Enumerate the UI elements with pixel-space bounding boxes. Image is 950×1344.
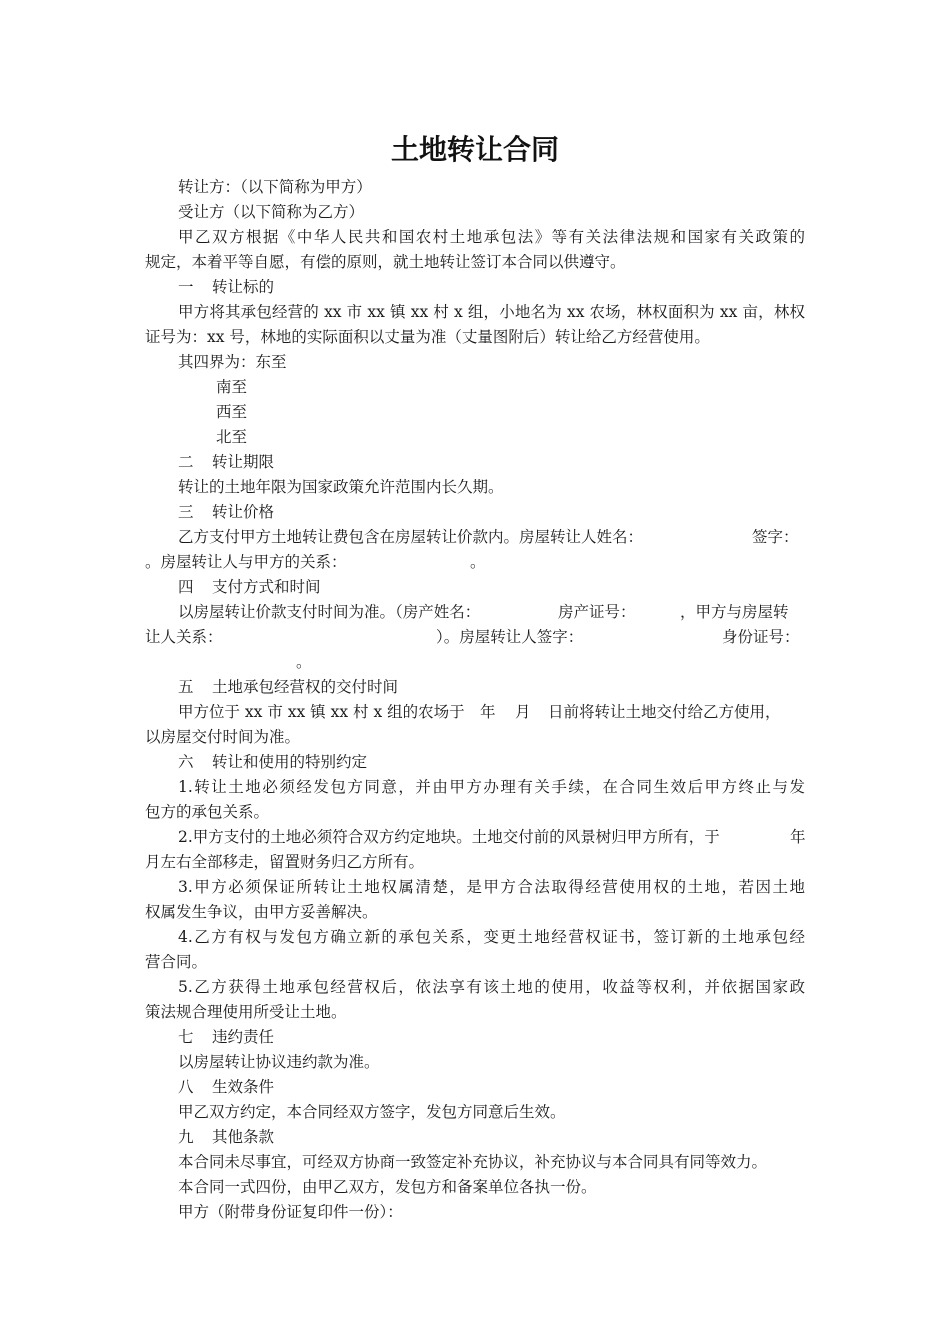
boundary-west: 西至 <box>216 403 248 421</box>
section-5-line-1a: 甲方位于 xx 市 xx 镇 xx 村 x 组的农场于 <box>178 703 465 721</box>
preamble-line-2: 规定，本着平等自愿，有偿的原则，就土地转让签订本合同以供遵守。 <box>145 253 626 271</box>
section-title: 转让价格 <box>212 503 275 521</box>
party-a-signature-line: 甲方（附带身份证复印件一份）： <box>178 1203 403 1221</box>
section-1-line-1: 甲方将其承包经营的 xx 市 xx 镇 xx 村 x 组，小地名为 xx 农场，林权面积为 xx 亩，林权 <box>178 303 805 321</box>
section-title: 转让期限 <box>212 453 275 471</box>
boundary-south: 南至 <box>216 378 248 396</box>
section-4-line-2b: ）。房屋转让人签字： <box>436 628 584 646</box>
section-number: 六 <box>178 753 194 771</box>
section-number: 三 <box>178 503 194 521</box>
section-9-text-1: 本合同未尽事宜，可经双方协商一致签定补充协议，补充协议与本合同具有同等效力。 <box>178 1153 768 1171</box>
section-4-line-1b: 房产证号： <box>558 603 636 621</box>
section-8-heading <box>178 1075 843 1100</box>
section-2-text: 转让的土地年限为国家政策允许范围内长久期。 <box>178 478 504 496</box>
clause-1-line-2: 包方的承包关系。 <box>145 803 270 821</box>
section-title: 生效条件 <box>212 1078 275 1096</box>
clause-2-line-2: 月左右全部移走，留置财务归乙方所有。 <box>145 853 425 871</box>
boundary-east: 其四界为：东至 <box>178 353 287 371</box>
preamble-line-1: 甲乙双方根据《中华人民共和国农村土地承包法》等有关法律法规和国家有关政策的 <box>178 228 805 246</box>
section-4-heading <box>178 575 843 600</box>
section-9-heading <box>178 1125 843 1150</box>
section-number: 七 <box>178 1028 194 1046</box>
section-4-line-2a: 让人关系： <box>145 628 223 646</box>
section-5-line-1d: 日前将转让土地交付给乙方使用， <box>548 703 781 721</box>
section-9-text-2: 本合同一式四份，由甲乙双方，发包方和备案单位各执一份。 <box>178 1178 597 1196</box>
section-1-line-2: 证号为：xx 号，林地的实际面积以丈量为准（丈量图附后）转让给乙方经营使用。 <box>145 328 710 346</box>
transferee-line: 受让方（以下简称为乙方） <box>178 203 365 221</box>
section-5-line-1b: 年 <box>480 703 496 721</box>
section-2-heading <box>178 450 843 475</box>
section-8-text: 甲乙双方约定，本合同经双方签字，发包方同意后生效。 <box>178 1103 566 1121</box>
clause-1-line-1: 1.转让土地必须经发包方同意，并由甲方办理有关手续，在合同生效后甲方终止与发 <box>178 778 805 796</box>
section-3-heading <box>178 500 843 525</box>
section-number: 四 <box>178 578 194 596</box>
section-title: 土地承包经营权的交付时间 <box>212 678 399 696</box>
section-3-line-2b: 。 <box>470 553 486 571</box>
section-7-heading <box>178 1025 843 1050</box>
section-6-heading <box>178 750 843 775</box>
clause-2-line-1a: 2.甲方支付的土地必须符合双方约定地块。土地交付前的风景树归甲方所有，于 <box>178 828 720 846</box>
section-title: 转让标的 <box>212 278 275 296</box>
section-3-line-1b: 签字： <box>752 528 799 546</box>
clause-4-line-2: 营合同。 <box>145 953 208 971</box>
section-4-line-1a: 以房屋转让价款支付时间为准。（房产姓名： <box>178 603 481 621</box>
clause-2-line-1b: 年 <box>790 828 806 846</box>
section-3-line-2a: 。房屋转让人与甲方的关系： <box>145 553 347 571</box>
section-title: 违约责任 <box>212 1028 275 1046</box>
section-title: 其他条款 <box>212 1128 275 1146</box>
section-5-line-1c: 月 <box>515 703 531 721</box>
section-3-line-1a: 乙方支付甲方土地转让费包含在房屋转让价款内。房屋转让人姓名： <box>178 528 644 546</box>
section-7-text: 以房屋转让协议违约款为准。 <box>178 1053 380 1071</box>
document-title: 土地转让合同 <box>390 133 559 166</box>
clause-4-line-1: 4.乙方有权与发包方确立新的承包关系，变更土地经营权证书，签订新的土地承包经 <box>178 928 805 946</box>
section-title: 支付方式和时间 <box>212 578 321 596</box>
clause-5-line-2: 策法规合理使用所受让土地。 <box>145 1003 347 1021</box>
boundary-north: 北至 <box>216 428 248 446</box>
section-title: 转让和使用的特别约定 <box>212 753 368 771</box>
section-5-line-2: 以房屋交付时间为准。 <box>145 728 301 746</box>
section-4-line-2c: 身份证号： <box>722 628 800 646</box>
section-4-line-3: 。 <box>296 653 312 671</box>
clause-3-line-1: 3.甲方必须保证所转让土地权属清楚，是甲方合法取得经营使用权的土地，若因土地 <box>178 878 805 896</box>
section-number: 五 <box>178 678 194 696</box>
section-1-heading <box>178 275 843 300</box>
clause-3-line-2: 权属发生争议，由甲方妥善解决。 <box>145 903 378 921</box>
section-number: 八 <box>178 1078 194 1096</box>
section-number: 九 <box>178 1128 194 1146</box>
section-5-heading <box>178 675 843 700</box>
clause-5-line-1: 5.乙方获得土地承包经营权后，依法享有该土地的使用，收益等权利，并依据国家政 <box>178 978 805 996</box>
section-number: 一 <box>178 278 194 296</box>
section-number: 二 <box>178 453 194 471</box>
transferor-line: 转让方：（以下简称为甲方） <box>178 178 372 196</box>
section-4-line-1c: ，甲方与房屋转 <box>680 603 789 621</box>
